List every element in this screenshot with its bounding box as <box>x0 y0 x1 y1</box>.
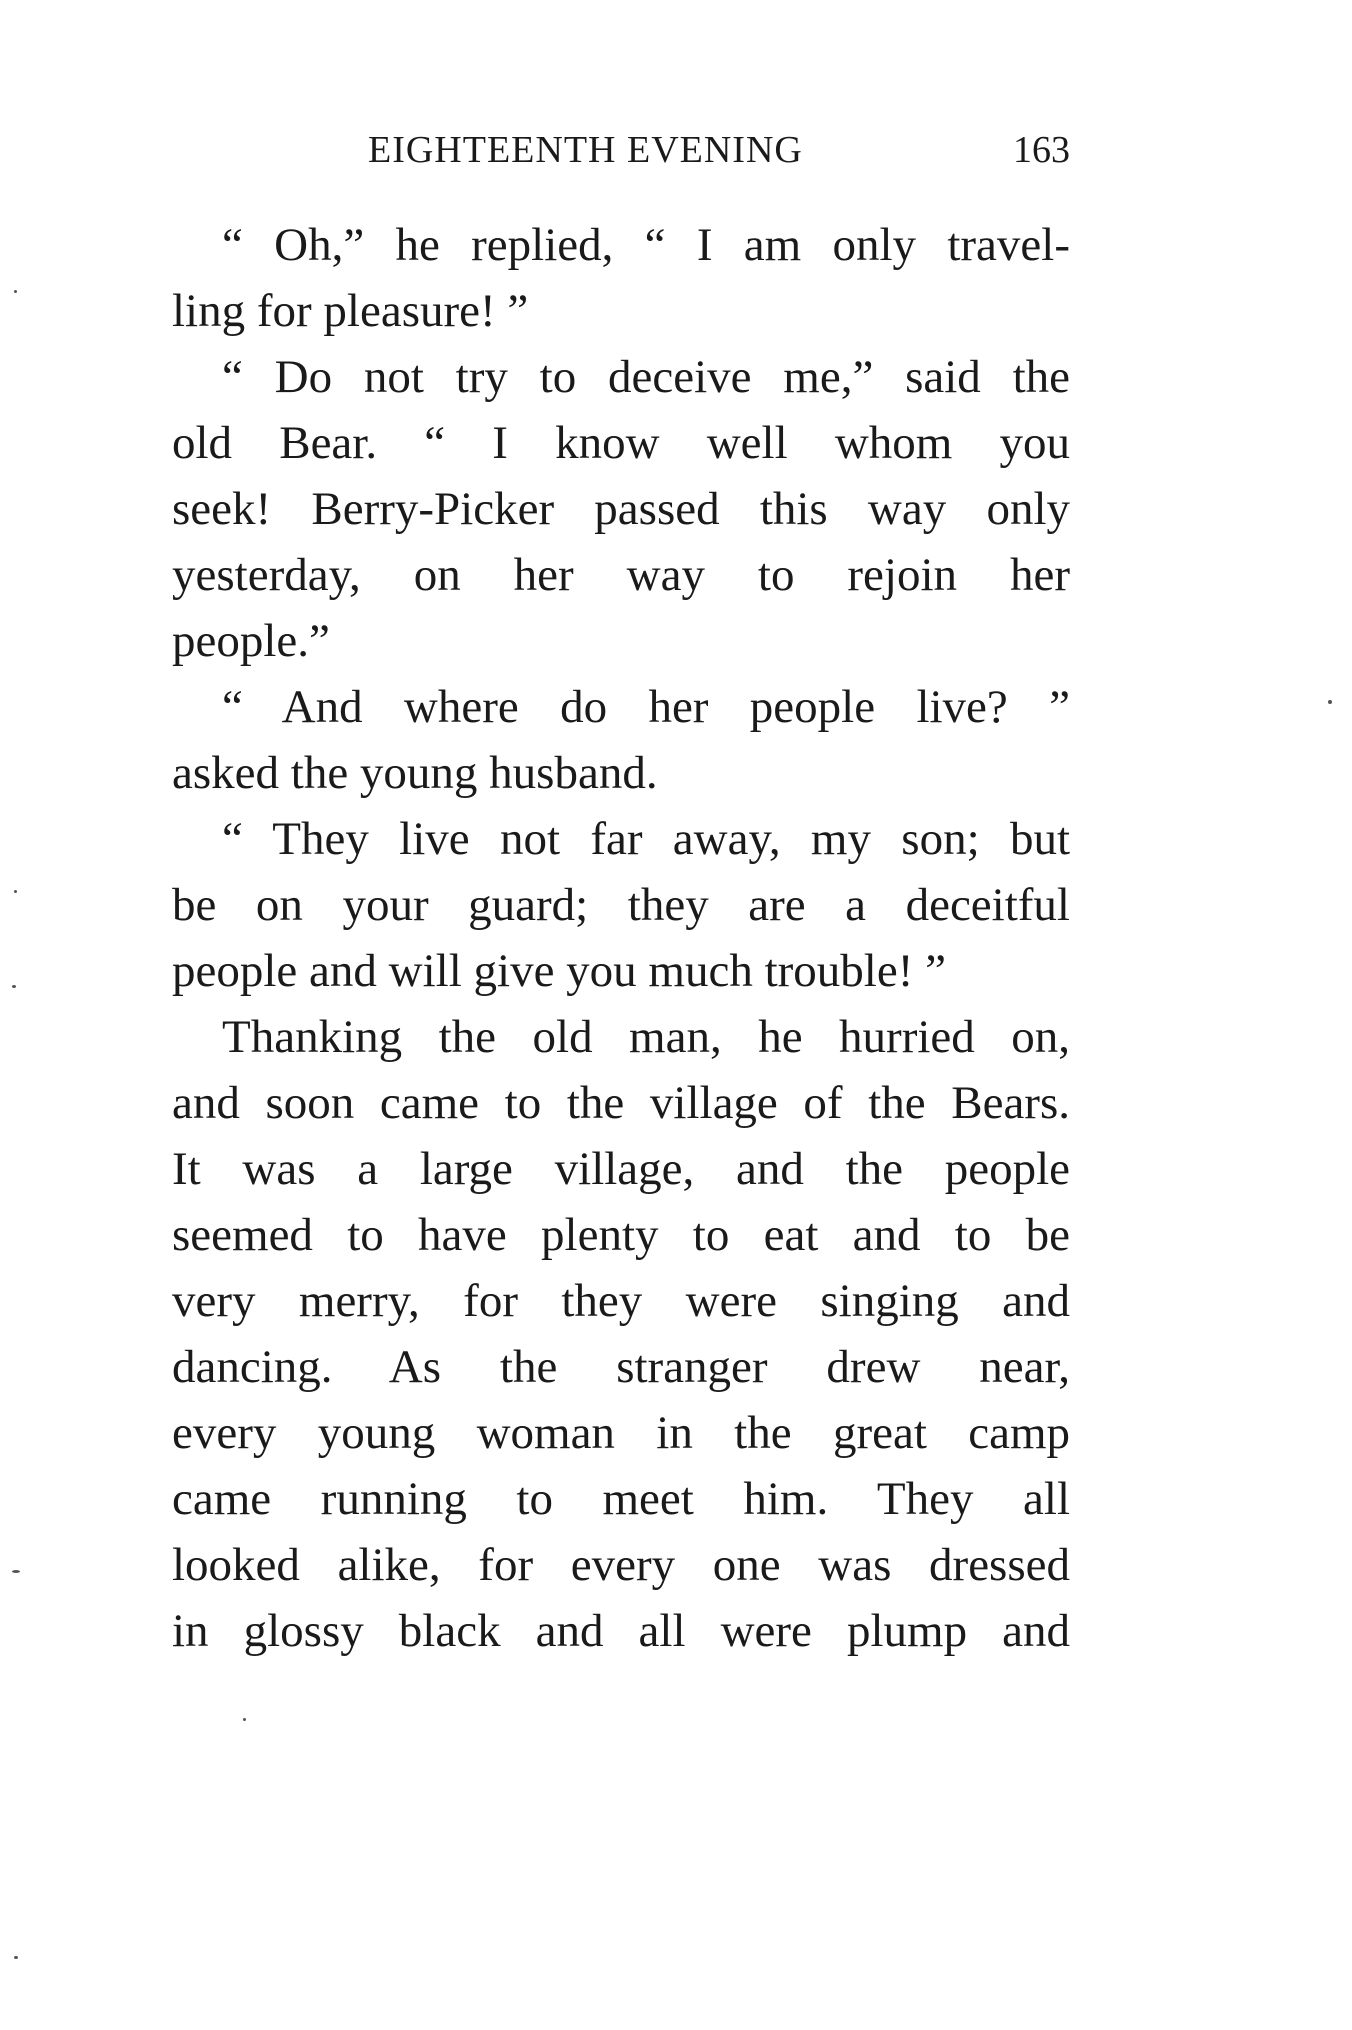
text-line: “ Oh,” he replied, “ I am only travel- <box>222 219 1070 271</box>
page-number: 163 <box>1013 129 1070 171</box>
text-line: looked alike, for every one was dressed <box>172 1539 1070 1591</box>
scan-speck <box>1328 700 1332 704</box>
text-line: Thanking the old man, he hurried on, <box>222 1011 1070 1063</box>
text-line: came running to meet him. They all <box>172 1473 1070 1525</box>
scan-speck <box>12 985 16 988</box>
scan-speck <box>243 1718 246 1721</box>
text-line: and soon came to the village of the Bears. <box>172 1077 1070 1129</box>
text-line: people.” <box>172 615 330 667</box>
text-line: “ They live not far away, my son; but <box>222 813 1070 865</box>
text-line: asked the young husband. <box>172 747 658 799</box>
text-line: be on your guard; they are a deceitful <box>172 879 1070 931</box>
scan-speck <box>14 1956 18 1959</box>
text-line: people and will give you much trouble! ” <box>172 945 946 997</box>
text-line: yesterday, on her way to rejoin her <box>172 549 1070 601</box>
scan-speck <box>14 290 17 293</box>
text-line: old Bear. “ I know well whom you <box>172 417 1070 469</box>
text-line: seek! Berry-Picker passed this way only <box>172 483 1070 535</box>
text-line: very merry, for they were singing and <box>172 1275 1070 1327</box>
page-header <box>172 120 1070 180</box>
text-line: It was a large village, and the people <box>172 1143 1070 1195</box>
text-line: ling for pleasure! ” <box>172 285 529 337</box>
text-line: seemed to have plenty to eat and to be <box>172 1209 1070 1261</box>
text-line: “ Do not try to deceive me,” said the <box>222 351 1070 403</box>
text-line: dancing. As the stranger drew near, <box>172 1341 1070 1393</box>
body-text <box>172 212 1070 1664</box>
text-line: every young woman in the great camp <box>172 1407 1070 1459</box>
scan-speck <box>12 1570 20 1573</box>
scan-speck <box>14 890 17 893</box>
text-line: “ And where do her people live? ” <box>222 681 1070 733</box>
running-title: EIGHTEENTH EVENING <box>368 129 803 171</box>
text-line: in glossy black and all were plump and <box>172 1605 1070 1657</box>
